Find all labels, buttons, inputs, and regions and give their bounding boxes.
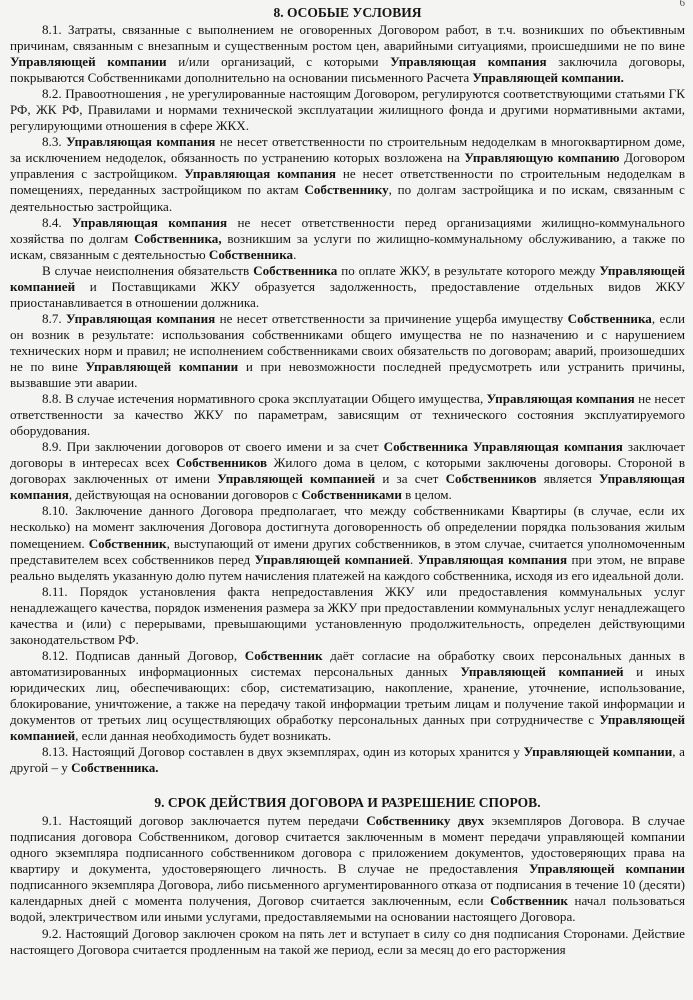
bold-text: Собственник [244,647,323,663]
bold-text: Собственник [88,535,167,551]
section-8-title: 8. ОСОБЫЕ УСЛОВИЯ [273,5,422,20]
section8-paragraph [10,648,685,744]
text-run: , если он возник в результате: использования собственниками общего имущества не по назначению и с нарушением технических норм и правил; не исполнением собственниками своих обязательств по договорам; аварий, произошедших не по вине [10,310,685,374]
text-run: даёт согласие на обработку своих персональных данных в автоматизированных информационных системах персональных данных [10,647,685,679]
text-run: 8.2. Правоотношения , не урегулированные настоящим Договором, регулируются соответствующими статьями ГК РФ, ЖК РФ, Правилами и нормами технической эксплуатации жилищного фонда и другими нормативными актами, регулирующими отношения в сфере ЖКХ. [10,86,685,134]
text-run: , выступающий от имени других собственников, в этом случае, считается уполномоченным представителем всех собственников перед [10,535,686,567]
text-run: 8.9. При заключении договоров от своего имени и за счет [42,439,384,455]
text-run: 9.1. Настоящий договор заключается путем передачи [42,813,367,829]
text-run: , по долгам застройщика и по искам, связанным с деятельностью застройщика. [10,182,685,214]
bold-text: Собственника Управляющая компания [383,439,623,455]
text-run: и при невозможности последней предусмотреть или устранить причины, вызвавшие эти аварии. [10,358,685,391]
bold-text: Собственнику [304,182,389,198]
section8-paragraph [10,22,685,86]
text-run: 8.12. Подписав данный Договор, [42,647,245,663]
section9-paragraph [10,813,685,925]
bold-text: Управляющей компанией [254,551,410,567]
bold-text: Собственника, [134,230,222,246]
text-run: и Поставщиками ЖКУ образуется задолженность, предоставление отдельных видов ЖКУ приостанавливается в отношении должника. [10,278,685,310]
text-run: начал пользоваться водой, электричеством или иными услугами, предоставляемыми на основании настоящего Договора. [10,893,685,925]
page-number: 6 [679,0,685,9]
text-run: при этом, не вправе реально выделять указанную долю путем начисления платежей на каждого собственника, исходя из его идеальной доли. [10,551,685,583]
bold-text: Собственнику двух [366,813,485,829]
text-run: подписанного экземпляра Договора, либо письменного аргументированного отказа от подписания в течение 10 (десяти) календарных дней с момента получения, Договор считается заключенным, если [10,877,685,909]
bold-text: Собственника [253,262,338,278]
bold-text: Собственника [567,310,652,326]
text-run: Жилого дома в целом, с которыми заключены договоры. Стороной в договорах заключенных от имени [10,455,685,487]
bold-text: Управляющей компании [523,744,673,760]
bold-text: Управляющая компания [66,310,216,326]
text-run: заключает договоры в интересах всех [10,439,686,471]
text-run: 8.10. Заключение данного Договора предполагает, что между собственниками Квартиры (в случае, если их несколько) на момент заключения Договора достигнута договоренность об определении порядка пользования жилым помещением. [10,503,685,551]
bold-text: Собственников [176,455,268,471]
section8-paragraph [10,584,685,648]
bold-text: Собственника. [71,760,159,776]
text-run: заключила договоры, покрываются Собственниками дополнительно на основании письменного Расчета [10,54,685,86]
bold-text: Управляющую компанию [464,150,620,166]
bold-text: Собственниками [301,487,402,503]
bold-text: Управляющей компании [529,861,685,877]
text-run: по оплате ЖКУ, в результате которого между [337,262,600,278]
section-8-body [10,22,685,776]
text-run: 8.11. Порядок установления факта непредоставления ЖКУ или предоставления коммунальных услуг ненадлежащего качества, порядок изменения размера за ЖКУ при предоставлении коммунальных услуг ненадлежащего качества и (или) с перерывами, превышающими установленную продолжительность, определен действующими законодательством РФ. [10,583,685,647]
section8-paragraph [10,215,685,263]
text-run: не несет ответственности по строительным недоделкам в помещениях, переданных застройщиком по актам [10,166,686,198]
text-run: возникшим за услуги по жилищно-коммунальному обслуживанию, а также по искам, связанным с деятельностью [10,230,685,262]
section-9-title: 9. СРОК ДЕЙСТВИЯ ДОГОВОРА И РАЗРЕШЕНИЕ СПОРОВ. [154,795,541,811]
bold-text: Собственник [490,893,568,909]
text-run: 8.3. [42,134,67,150]
text-run: , действующая на основании договоров с [68,487,302,503]
section9-paragraph [10,926,685,958]
bold-text: Управляющей компанией [10,262,685,294]
section8-paragraph [10,263,685,311]
bold-text: Управляющей компанией [217,471,376,487]
bold-text: Управляющей компанией [460,663,624,679]
text-run: 8.13. Настоящий Договор составлен в двух экземплярах, один из которых хранится у [42,744,524,760]
bold-text: Управляющая компания [390,54,547,70]
text-run: не несет ответственности за качество ЖКУ по параметрам, зависящим от технического состояния эксплуатируемого оборудования. [10,391,685,439]
text-run: и/или организаций, с которыми [166,54,391,70]
text-run: является [536,471,600,487]
text-run: , если данная необходимость будет возникать. [75,728,332,744]
bold-text: Управляющая компания [71,214,228,230]
bold-text: Управляющей компании [10,54,167,70]
text-run: 8.8. В случае истечения нормативного срока эксплуатации Общего имущества, [42,391,487,407]
section8-paragraph [10,391,685,439]
section8-paragraph [10,311,685,391]
section8-paragraph [10,503,685,583]
section-9-body [10,813,685,957]
section8-paragraph [10,744,685,776]
text-run: . [409,551,418,567]
bold-text: Управляющая компания [486,391,635,407]
bold-text: Управляющая компания [66,134,216,150]
text-run: Договором управления с застройщиком. [10,150,685,182]
text-run: В случае неисполнения обязательств [42,262,254,278]
section8-paragraph [10,134,685,214]
bold-text: Управляющая компания [10,471,685,503]
bold-text: Управляющей компании [85,358,239,374]
section8-paragraph [10,439,685,503]
text-run: не несет ответственности за причинение ущерба имуществу [215,310,568,326]
document-body [10,4,685,958]
section8-paragraph [10,86,685,134]
text-run: 8.4. [42,214,72,230]
bold-text: Управляющая компания [417,551,568,567]
text-run: в целом. [401,487,452,503]
text-run: 9.2. Настоящий Договор заключен сроком на пять лет и вступает в силу со дня подписания Сторонами. Действие настоящего Договора считается продленным на такой же период, если за месяц до его расторжения [10,925,685,957]
bold-text: Собственников [445,471,537,487]
text-run: не несет ответственности по строительным недоделкам в многоквартирном доме, за исключением недоделок, обязанность по устранению которых возложена на [10,134,685,166]
text-run: , а другой – у [10,744,685,776]
bold-text: Управляющей компании. [472,70,624,86]
bold-text: Управляющей компанией [10,712,685,744]
text-run: не несет ответственности перед организациями жилищно-коммунального хозяйства по долгам [10,214,685,246]
bold-text: Собственника [208,246,294,262]
text-run: . [293,246,297,262]
text-run: и иных юридических лиц, обеспечивающих: сбор, систематизацию, накопление, хранение, уточнение, использование, блокирование, уничтожение, а также на передачу такой информации третьим лицам и получение такой информации и документов от третьих лиц осуществляющих обработку персональных данных при сотрудничестве с [10,663,685,728]
text-run: 8.7. [42,310,67,326]
text-run: экземпляров Договора. В случае подписания договора Собственником, договор считается заключенным в момент передачи управляющей компании одного экземпляра подписанного собственником договора с приложением документов, удостоверяющих права на квартиру и документа, удостоверяющего личность. В случае не предоставления [10,813,685,877]
bold-text: Управляющая компания [184,166,336,182]
text-run: 8.1. Затраты, связанные с выполнением не оговоренных Договором работ, в т.ч. возникших по объективным причинам, связанным с внезапным и существенным ростом цен, аварийными ситуациями, происшедшими не по вине [10,22,685,54]
text-run: и за счет [375,471,446,487]
